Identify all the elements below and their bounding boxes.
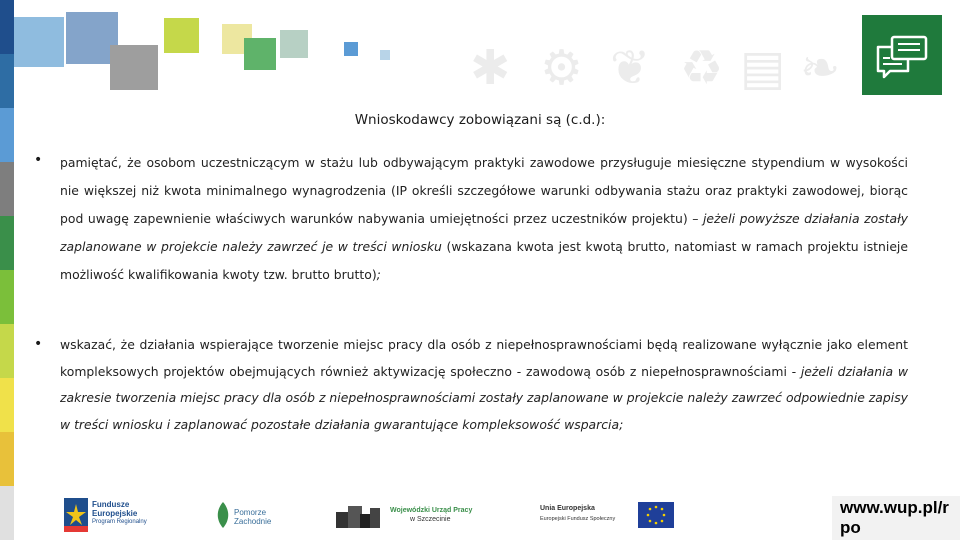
pz-leaf-icon	[214, 500, 232, 530]
pomorze-zachodnie-logo: Pomorze Zachodnie	[214, 498, 294, 534]
fundusze-europejskie-logo: Fundusze Europejskie Program Regionalny	[64, 496, 164, 536]
bullet-paragraph-1: pamiętać, że osobom uczestniczącym w stażu lub odbywającym praktyki zawodowe przysługuje miesięczne stypendium w wysokości nie większej niż kwota minimalnego wynagrodzenia (IP określi szczegółowe warunki odbywania stażu oraz praktyki zawodowej, biorąc pod uwagę zapewnienie właściwych warunków nabywania umiejętności przez uczestników projektu) – jeżeli powyższe działania zostały zaplanowane w projekcie należy zawrzeć je w treści wniosku (wskazana kwota jest kwotą brutto, natomiast w ramach projektu istnieje możliwość kwalifikowania kwoty tzw. brutto brutto);	[60, 155, 909, 282]
leaf-icon: ❦	[610, 40, 651, 96]
eu-flag-icon	[638, 502, 674, 528]
unia-europejska-logo: Unia Europejska Europejski Fundusz Społeczny	[540, 500, 680, 534]
wup-logo: Wojewódzki Urząd Pracy w Szczecinie	[336, 500, 486, 534]
chat-icon-box	[862, 15, 942, 95]
windmill-icon: ✱	[470, 40, 511, 96]
slide-title: Wnioskodawcy zobowiązani są (c.d.):	[354, 112, 606, 128]
bullet-marker: •	[34, 152, 43, 168]
sidebar-color-strip	[0, 0, 14, 540]
bullet-marker: •	[34, 336, 43, 352]
tram-icon: ▤	[740, 40, 786, 96]
bullet-paragraph-2: wskazać, że działania wspierające tworzenie miejsc pracy dla osób z niepełnosprawnościami będą realizowane wyłącznie jako element kompleksowych projektów obejmujących również aktywizację społeczno - zawodową osób z niepełnosprawnościami - jeżeli działania w zakresie tworzenia miejsc pracy dla osób z niepełnosprawnościami zostały zaplanowane w projekcie należy zawrzeć odpowiednie zapisy w treści wniosku i zaplanować pozostałe działania gwarantujące kompleksowość wsparcia;	[60, 337, 908, 432]
sprout-icon: ❧	[800, 40, 841, 96]
recycle-icon: ♻	[680, 40, 724, 96]
website-url[interactable]: www.wup.pl/r po	[832, 496, 960, 540]
wup-blocks-icon	[336, 502, 382, 530]
chat-bubbles-icon	[862, 15, 942, 95]
gear-icon: ⚙	[540, 40, 584, 96]
fe-star-icon	[64, 498, 88, 532]
